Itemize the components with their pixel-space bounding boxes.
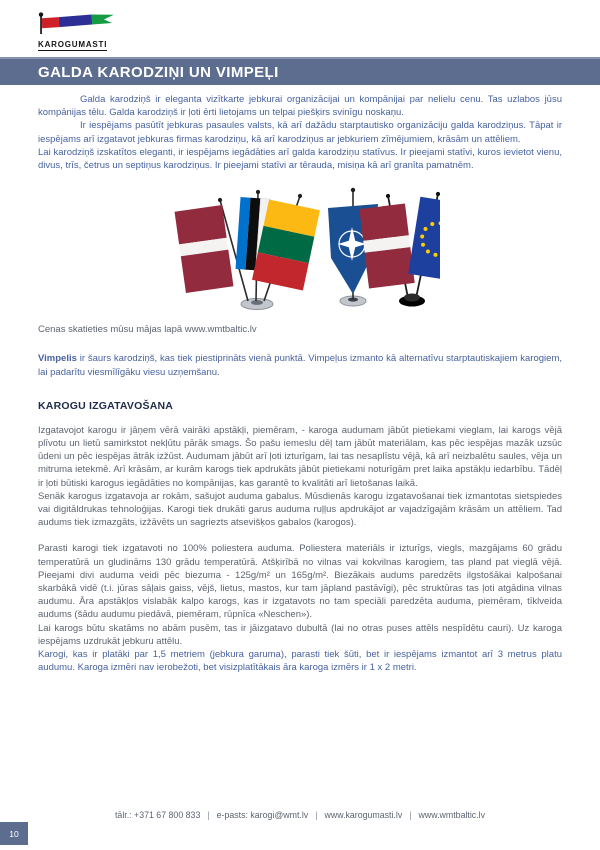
content-area [0,85,600,674]
karogumasti-flag-icon [38,12,116,34]
karogumasti-logo [38,12,134,52]
body-paragraph-4: Lai karogs būtu skatāms no abām pusēm, tas ir jāizgatavo dubultā (lai no otras puses attēls nespīdētu cauri). Uz karoga iespējams uzdrukāt jebkuru attēlu. [38,622,562,647]
footer-separator: | [315,810,318,820]
latvia-flag-icon-2 [359,204,414,289]
intro-paragraph-3: Lai karodziņš izskatītos eleganti, ir iespējams iegādāties arī galda karodziņu statīvus. Ir pieejami statīvi, kuros ievietot vienu, divus, trīs, četrus un septiņus karodziņus. Ir pieejami statīvi ar tērauda, misiņa kā arī granīta pamatnēm. [38,146,562,172]
eu-flag-icon [408,197,440,282]
intro-paragraph-1: Galda karodziņš ir eleganta vizītkarte jebkurai organizācijai un kompānijai par nelielu cenu. Tas uzlabos jūsu kompānijas tēlu. Galda karodziņš ir ļoti ērti lietojams un telpai piešķirs svinīgu noskaņu. [38,94,562,119]
intro-paragraph-2: Ir iespējams pasūtīt jebkuras pasaules valsts, kā arī dažādu starptautisko organizāciju galda karodziņus. Tāpat ir iespējams arī izgatavot jebkuras firmas karodziņu, kā arī karodziņus ar jebkuriem zīmējumiem, krāsām un attēliem. [38,120,562,145]
body-paragraph-5: Karogi, kas ir platāki par 1,5 metriem (jebkura garuma), parasti tiek šūti, bet ir iespējams izmantot arī 3 metrus platu audumu. Karoga izmēri nav ierobežoti, bet visizplatītākais āra karoga izmērs ir 1 x 2 metri. [38,649,562,674]
footer-contacts [0,810,600,820]
vimpelis-paragraph [38,352,562,378]
body-paragraph-3: Parasti karogi tiek izgatavoti no 100% poliestera auduma. Poliestera materiāls ir izturīgs, viegls, mazgājams 60 grādu temperatūrā un gludināms 130 grādu temperatūrā. Atšķirībā no vilnas vai kokvilnas karogiem, tas pland pat vieglā vējā. Pieejami divi auduma veidi pēc biezuma - 125g/m² un 165g/m². Biezākais audums paredzēts ilgstošākai kalpošanai skarbākā vidē (t.i. jūras sāļais gaiss, vējš, lietus, mastos, kur tam jāpland pastāvīgi), pēc struktūras tas ļoti atgādina vilnas audumu. Āra apstākļos vislabāk kalpo karogs, kas ir izgatavots no tam speciāli paredzēta auduma, piemēram, tīklveida audums (šādu audumu piedāvā, piemēram, rūpnīca «Neschen»). [38,543,562,621]
body-paragraph-1: Izgatavojot karogu ir jāņem vērā vairāki apstākļi, piemēram, - karoga audumam jābūt pietiekami vieglam, lai karogs vējā plīvotu un lietū samirkstot nekļūtu pārāk smags. Šo pašu iemeslu dēļ tam jābūt materiālam, kas pēc iespējas mazāk uzsūc ūdeni un pēc iespējas ātrāk izžūst. Audumam jābūt arī ļoti izturīgam, lai tas nesaplīstu vējā, kā arī neizbalētu saules, vēja un mitruma ietekmē. Arī krāsām, ar kurām karogs tiek apdrukāts jābūt pietiekami noturīgām pret laika apstākļu iedarbību. Tādēļ ir ļoti būtiski karogus iegādāties no kompānijas, kas garantē to kvalitāti arī lietošanas laikā. [38,424,562,489]
price-note: Cenas skatieties mūsu mājas lapā www.wmtbaltic.lv [38,324,257,336]
footer-separator: | [409,810,412,820]
footer-email: e-pasts: karogi@wmt.lv [216,810,309,820]
footer-phone: tālr.: +371 67 800 833 [114,810,201,820]
footer-website-1: www.karogumasti.lv [324,810,403,820]
page-number-badge [0,822,28,845]
page-number: 10 [9,828,19,839]
page-title-bar [0,57,600,85]
body-paragraph-2: Senāk karogus izgatavoja ar rokām, sašujot auduma gabalus. Mūsdienās karogu izgatavošanai tiek izmantotas sietspiedes vai digitāldrukas tehnoloģijas. Karogi tiek drukāti garus auduma ruļļus apdrukājot ar vajadzīgajām krāsām un attēliem. Tad audums tiek izmazgāts, izžāvēts un sagriezts atsevišķos gabalos (karogos). [38,490,562,529]
vimpelis-term: Vimpelis [38,353,77,365]
section-heading: KAROGU IZGATAVOŠANA [38,399,174,412]
vimpelis-text: ir šaurs karodziņš, kas tiek piestiprināts vienā punktā. Vimpeļus izmanto kā alternatīvu starptautiskajiem karogiem, lai padarītu viesmīlīgāku viesu uzņemšanu. [38,353,562,378]
logo-brand-text: KAROGUMASTI [38,40,108,49]
table-flags-photo [160,182,440,317]
footer-separator: | [207,810,210,820]
page-title: GALDA KARODZIŅI UN VIMPEĻI [38,63,279,81]
footer-website-2: www.wmtbaltic.lv [418,810,486,820]
